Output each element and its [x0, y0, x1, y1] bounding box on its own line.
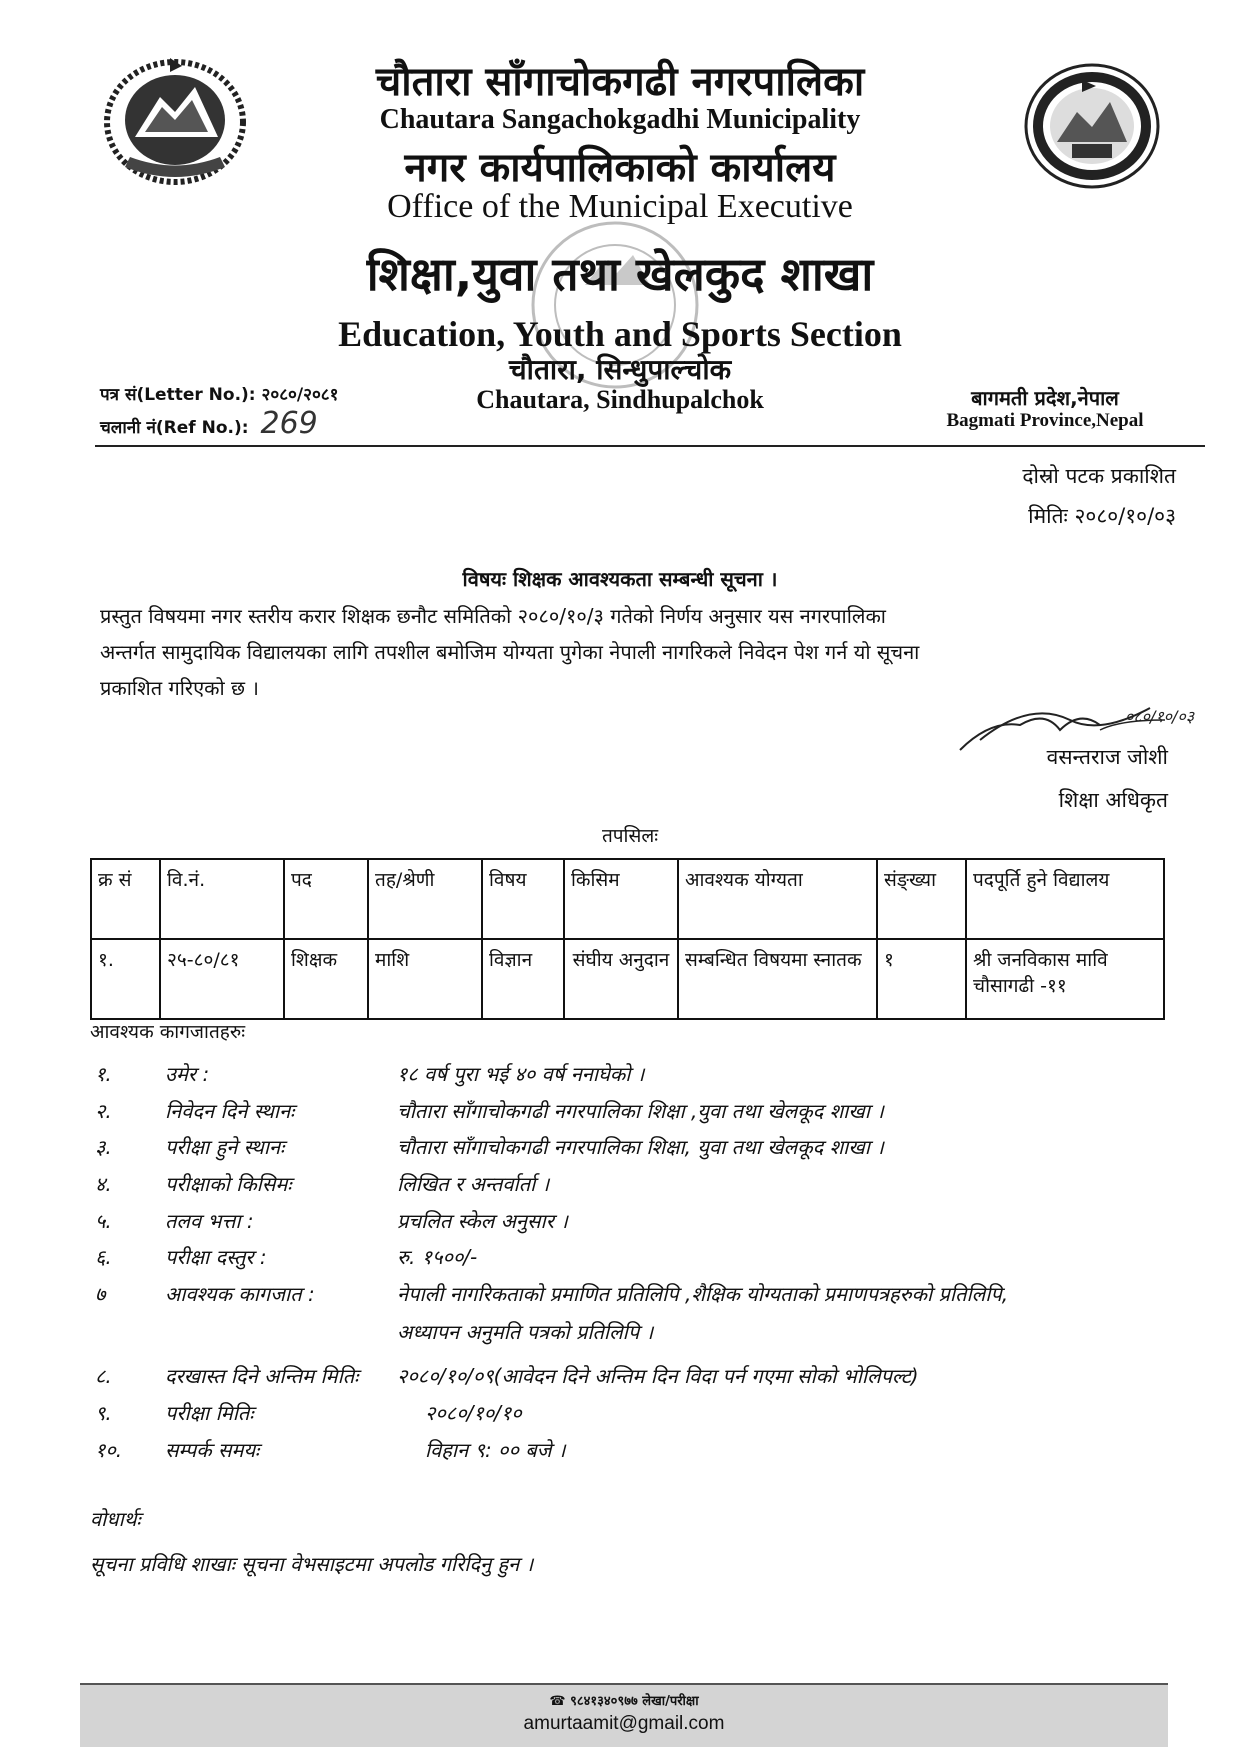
ref-number-label: चलानी नं(Ref No.):	[100, 418, 249, 438]
requirement-row	[95, 1207, 1175, 1243]
requirement-number: ८.	[95, 1364, 112, 1388]
requirement-label: सम्पर्क समयः	[165, 1438, 260, 1462]
table-header-cell: संङ्ख्या	[877, 859, 966, 939]
requirement-row	[95, 1097, 1175, 1133]
signatory-name: वसन्तराज जोशी	[1046, 745, 1168, 769]
notice-body-line: अन्तर्गत सामुदायिक विद्यालयका लागि तपशील बमोजिम योग्यता पुगेका नेपाली नागरिकले निवेदन पेश गर्न यो सूचना	[100, 640, 920, 664]
location-english: Chautara, Sindhupalchok	[476, 385, 764, 414]
requirement-label: दरखास्त दिने अन्तिम मितिः	[165, 1364, 359, 1388]
requirement-value: अध्यापन अनुमति पत्रको प्रतिलिपि ।	[397, 1320, 654, 1344]
nepal-emblem-logo	[100, 52, 250, 187]
requirement-row	[95, 1133, 1175, 1169]
table-header-cell: वि.नं.	[160, 859, 284, 939]
requirement-row	[95, 1060, 1175, 1096]
requirement-row	[95, 1436, 1175, 1472]
table-cell: २५-८०/८१	[160, 939, 284, 1019]
signature-date: ०८०/१०/०३	[1125, 707, 1195, 726]
letter-number	[100, 382, 430, 405]
footer-phone: ☎ ९८४१३४०९७७ लेखा/परीक्षा	[549, 1694, 699, 1709]
table-header-cell: आवश्यक योग्यता	[678, 859, 877, 939]
table-header-cell: पद	[284, 859, 368, 939]
requirement-value: रु. १५००/-	[397, 1245, 478, 1269]
requirement-value: १८ वर्ष पुरा भई ४० वर्ष ननाघेको ।	[397, 1062, 645, 1086]
requirement-value: चौतारा साँगाचोकगढी नगरपालिका शिक्षा ,युवा तथा खेलकूद शाखा ।	[397, 1099, 884, 1123]
table-header-cell: क्र सं	[91, 859, 160, 939]
requirement-number: ६.	[95, 1245, 112, 1269]
requirement-row	[95, 1170, 1175, 1206]
requirement-label: निवेदन दिने स्थानः	[165, 1099, 295, 1123]
office-name-english: Office of the Municipal Executive	[387, 188, 853, 225]
table-cell: १.	[91, 939, 160, 1019]
requirement-label: आवश्यक कागजात :	[165, 1282, 315, 1306]
province-english: Bagmati Province,Nepal	[946, 410, 1144, 431]
requirement-number: ७	[95, 1282, 106, 1306]
letter-number-value: २०८०/२०८१	[261, 385, 339, 405]
table-header-cell: तह/श्रेणी	[368, 859, 482, 939]
ref-number	[100, 406, 450, 441]
signatory-title: शिक्षा अधिकृत	[1058, 788, 1168, 812]
requirement-label: उमेर :	[165, 1062, 210, 1086]
requirement-value: चौतारा साँगाचोकगढी नगरपालिका शिक्षा, युवा तथा खेलकूद शाखा ।	[397, 1135, 884, 1159]
requirement-value: २०८०/१०/०९(आवेदन दिने अन्तिम दिन विदा पर्न गएमा सोको भोलिपल्ट)	[397, 1364, 919, 1388]
requirement-label: परीक्षा दस्तुर :	[165, 1245, 267, 1269]
table-header-cell: पदपूर्ति हुने विद्यालय	[966, 859, 1164, 939]
table-cell: सम्बन्धित विषयमा स्नातक	[678, 939, 877, 1019]
municipality-name-nepali: चौतारा साँगाचोकगढी नगरपालिका	[375, 59, 865, 105]
ref-number-value: 269	[260, 406, 318, 441]
requirement-row	[95, 1318, 1175, 1354]
requirement-label: परीक्षाको किसिमः	[165, 1172, 292, 1196]
notice-body-line: प्रकाशित गरिएको छ ।	[100, 676, 259, 700]
table-header-row	[91, 859, 1164, 939]
location-nepali: चौतारा, सिन्धुपाल्चोक	[508, 353, 732, 386]
requirement-label: तलव भत्ता :	[165, 1209, 254, 1233]
office-name-nepali: नगर कार्यपालिकाको कार्यालय	[404, 145, 836, 191]
table-cell: संघीय अनुदान	[564, 939, 678, 1019]
header-divider	[95, 445, 1205, 447]
province-nepali: बागमती प्रदेश,नेपाल	[971, 386, 1119, 410]
publication-date: मितिः २०८०/१०/०३	[1028, 504, 1176, 528]
requirement-number: ९.	[95, 1401, 112, 1425]
table-caption: तपसिलः	[601, 825, 659, 847]
requirement-value: २०८०/१०/१०	[425, 1401, 522, 1425]
requirement-number: २.	[95, 1099, 112, 1123]
table-cell: शिक्षक	[284, 939, 368, 1019]
vacancy-table	[90, 858, 1165, 1020]
requirement-row	[95, 1399, 1175, 1435]
municipality-logo	[1022, 62, 1162, 190]
requirement-row	[95, 1362, 1175, 1398]
requirement-value: प्रचलित स्केल अनुसार ।	[397, 1209, 568, 1233]
section-name-english: Education, Youth and Sports Section	[338, 314, 902, 354]
table-cell: १	[877, 939, 966, 1019]
cc-line: सूचना प्रविधि शाखाः सूचना वेभसाइटमा अपलोड गरिदिनु हुन ।	[90, 1552, 534, 1576]
table-header-cell: विषय	[482, 859, 564, 939]
requirements-title: आवश्यक कागजातहरुः	[90, 1021, 246, 1043]
table-row	[91, 939, 1164, 1019]
footer-email: amurtaamit@gmail.com	[523, 1713, 725, 1734]
requirement-row	[95, 1243, 1175, 1279]
requirement-value: विहान ९: ०० बजे ।	[425, 1438, 566, 1462]
requirement-value: नेपाली नागरिकताको प्रमाणित प्रतिलिपि ,शैक्षिक योग्यताको प्रमाणपत्रहरुको प्रतिलिपि,	[397, 1282, 1009, 1306]
municipality-name-english: Chautara Sangachokgadhi Municipality	[379, 104, 861, 135]
requirement-row	[95, 1280, 1175, 1316]
section-name-nepali: शिक्षा,युवा तथा खेलकुद शाखा	[366, 247, 874, 301]
requirement-number: १.	[95, 1062, 112, 1086]
requirement-number: १०.	[95, 1438, 123, 1462]
requirement-number: ३.	[95, 1135, 112, 1159]
notice-subject: विषयः शिक्षक आवश्यकता सम्बन्धी सूचना ।	[462, 567, 778, 591]
publication-status: दोस्रो पटक प्रकाशित	[1022, 464, 1176, 488]
notice-body-line: प्रस्तुत विषयमा नगर स्तरीय करार शिक्षक छनौट समितिको २०८०/१०/३ गतेको निर्णय अनुसार यस नगरपालिका	[100, 604, 886, 628]
letter-number-label: पत्र सं(Letter No.):	[100, 385, 256, 405]
page-footer	[80, 1683, 1168, 1747]
requirement-number: ५.	[95, 1209, 112, 1233]
requirement-label: परीक्षा हुने स्थानः	[165, 1135, 285, 1159]
requirement-label: परीक्षा मितिः	[165, 1401, 254, 1425]
cc-title: वोधार्थः	[90, 1507, 141, 1531]
table-header-cell: किसिम	[564, 859, 678, 939]
table-cell: विज्ञान	[482, 939, 564, 1019]
requirement-number: ४.	[95, 1172, 112, 1196]
requirement-value: लिखित र अन्तर्वार्ता ।	[397, 1172, 550, 1196]
table-cell: श्री जनविकास मावि चौसागढी -११	[966, 939, 1164, 1019]
table-cell: माशि	[368, 939, 482, 1019]
